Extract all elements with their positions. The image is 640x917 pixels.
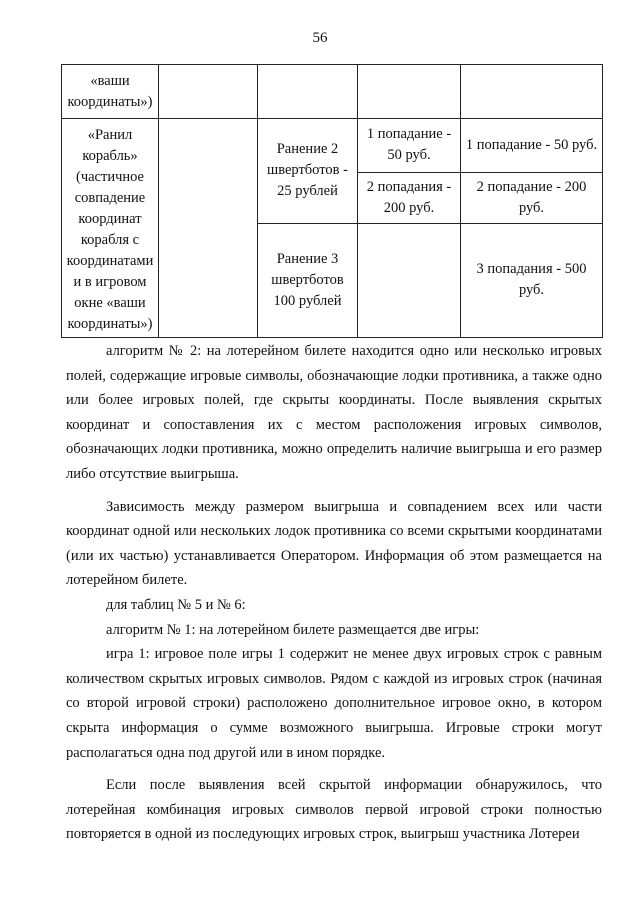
table-cell: Ранение 3 швертботов 100 рублей [258,223,358,337]
table-cell: 1 попадание - 50 руб. [461,119,603,173]
paragraph: алгоритм № 2: на лотерейном билете находится одно или несколько игровых полей, содержащие игровые символы, обозначающие лодки противника, а также одно или более игровых полей, где скрыты координаты. После выявления скрытых координат и сопоставления их с местом расположения игровых символов, обозначающих лодки противника, можно определить наличие выигрыша и его размер либо отсутствие выигрыша. [66,343,602,482]
table-cell: Ранение 2 швертботов - 25 рублей [258,119,358,224]
paragraph: алгоритм № 1: на лотерейном билете размещается две игры: [106,621,480,638]
table-cell: 2 попадание - 200 руб. [461,172,603,223]
table-cell: 1 попадание - 50 руб. [358,119,461,173]
table-cell: 3 попадания - 500 руб. [461,223,603,337]
paragraph: игра 1: игровое поле игры 1 содержит не менее двух игровых строк с равным количеством скрытых игровых символов. Рядом с каждой из игровых строк (начиная со второй игровой строки) расположено дополнительное игровое окно, в котором скрыта информация о сумме возможного выигрыша. Игровые строки могут располагаться одна под другой или в ином порядке. [66,646,602,761]
table-cell [159,65,258,119]
table-cell: 2 попадания - 200 руб. [358,172,461,223]
page-number: 56 [312,30,328,46]
prize-table [61,64,603,338]
table-cell [358,223,461,337]
body-text [66,339,602,847]
paragraph: Зависимость между размером выигрыша и совпадением всех или части координат одной или нескольких лодок противника со всеми скрытыми координатами (или их частью) устанавливается Оператором. Информация об этом размещается на лотерейном билете. [66,498,602,589]
table-cell [258,65,358,119]
table-row [62,119,603,173]
table-cell [159,119,258,338]
paragraph: Если после выявления всей скрытой информации обнаружилось, что лотерейная комбинация игровых символов первой игровой строки полностью повторяется в одной из последующих игровых строк, выигрыш участника Лотереи [66,777,602,843]
table-cell [461,65,603,119]
table-cell: «Ранил корабль» (частичное совпадение координат корабля с координатами и в игровом окне «ваши координаты») [62,119,159,338]
paragraph: для таблиц № 5 и № 6: [106,596,246,613]
table-row [62,65,603,119]
table-cell [358,65,461,119]
table-cell: «ваши координаты») [62,65,159,119]
